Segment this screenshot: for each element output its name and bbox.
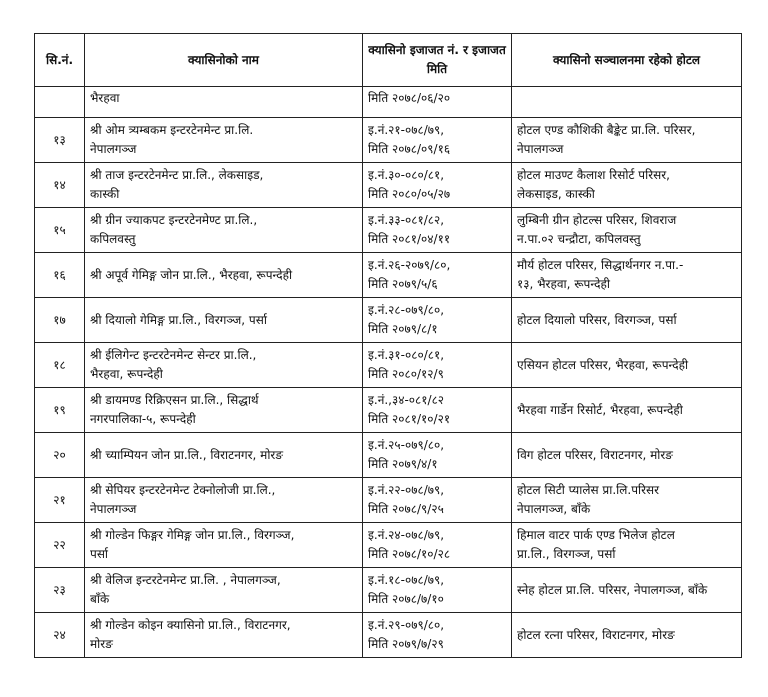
license-text: मिति २०७८/७/१० [368,592,444,606]
license-text: मिति २०७९/८/१ [368,322,438,336]
cell-serial [35,118,85,163]
serial-text: २० [53,447,66,462]
serial-text: १७ [53,312,66,327]
license-text: मिति २०८१/१०/२१ [368,412,451,426]
casino-name-text: श्री डायमण्ड रिक्रिएसन प्रा.लि., सिद्धार्थ [90,393,259,407]
serial-text: १६ [53,267,66,282]
table-row [35,523,742,568]
cell-hotel [512,523,742,568]
cell-serial [35,523,85,568]
cell-casino-name [85,478,363,523]
table-row [35,568,742,613]
cell-hotel [512,388,742,433]
cell-license [363,388,512,433]
table-row [35,118,742,163]
cell-license [363,208,512,253]
hotel-text: विग होटल परिसर, विराटनगर, मोरङ [517,447,673,462]
cell-serial [35,163,85,208]
license-text: मिति २०७९/७/२९ [368,637,444,651]
casino-name-text: नेपालगञ्ज [90,142,137,156]
hotel-text: लेकसाइड, कास्की [517,187,595,201]
cell-hotel [512,163,742,208]
license-text: इ.नं.३१-०८०/८१, [368,348,445,362]
casino-name-text: श्री ग्रीन ज्याकपट इन्टरटेनमेण्ट प्रा.लि., [90,213,258,227]
hotel-text: १३, भैरहवा, रूपन्देही [517,277,610,291]
serial-text: २१ [53,492,66,507]
table-row [35,163,742,208]
serial-text: २३ [53,582,66,597]
cell-hotel [512,478,742,523]
casino-license-table [34,33,742,658]
license-text: इ.नं.,३४-०८१/८२ [368,393,445,407]
cell-hotel [512,118,742,163]
serial-text: १५ [53,222,66,237]
cell-serial [35,568,85,613]
casino-table-container [34,33,742,658]
table-row-continued [35,87,742,118]
license-text: इ.नं.२८-०७९/८०, [368,303,445,317]
hotel-text: होटल माउण्ट कैलाश रिसोर्ट परिसर, [517,168,670,182]
license-text: मिति २०७८/०९/१६ [368,142,451,156]
cell-hotel [512,87,742,118]
license-line: मिति २०७८/०६/२० [368,91,451,105]
license-text: इ.नं.२५-०७९/८०, [368,438,445,452]
license-text: मिति २०८०/१२/९ [368,367,444,381]
cell-hotel [512,613,742,658]
casino-name-text: श्री अपूर्व गेमिङ्ग जोन प्रा.लि., भैरहवा, रूपन्देही [90,267,293,282]
license-text: इ.नं.२९-०७९/८०, [368,618,445,632]
table-header-row [35,34,742,87]
cell-hotel [512,568,742,613]
casino-name-text: पर्सा [90,547,109,561]
cell-casino-name [85,253,363,298]
license-text: मिति २०७८/१०/२८ [368,547,451,561]
casino-name-text: श्री ताज इन्टरटेनमेन्ट प्रा.लि., लेकसाइड, [90,168,264,182]
cell-hotel [512,208,742,253]
cell-casino-name [85,87,363,118]
casino-name-text: श्री ओम त्र्यम्बकम इन्टरटेनमेन्ट प्रा.लि. [90,123,254,137]
cell-casino-name [85,388,363,433]
cell-hotel [512,343,742,388]
serial-text: २२ [53,537,66,552]
hotel-text: न.पा.०२ चन्द्रौटा, कपिलवस्तु [517,232,641,246]
cell-hotel [512,253,742,298]
header-serial-number: सि.नं. [35,34,85,87]
casino-name-text: श्री दियालो गेमिङ्ग प्रा.लि., विरगञ्ज, पर्सा [90,312,267,327]
cell-casino-name [85,343,363,388]
license-text: इ.नं.२४-०७८/७९, [368,528,445,542]
hotel-text: नेपालगञ्ज [517,142,564,156]
table-row [35,478,742,523]
cell-casino-name [85,118,363,163]
hotel-text: होटल एण्ड कौशिकी बैङ्केट प्रा.लि. परिसर, [517,123,696,137]
license-text: इ.नं.३३-०८१/८२, [368,213,445,227]
cell-license [363,87,512,118]
cell-casino-name [85,433,363,478]
hotel-text: नेपालगञ्ज, बाँके [517,502,591,516]
cell-serial [35,613,85,658]
serial-text: १९ [53,402,66,417]
casino-name-text: नेपालगञ्ज [90,502,137,516]
cell-license [363,433,512,478]
license-text: मिति २०७८/९/२५ [368,502,444,516]
cell-casino-name [85,298,363,343]
license-text: मिति २०८०/०५/२७ [368,187,451,201]
hotel-text: प्रा.लि., विरगञ्ज, पर्सा [517,547,616,561]
serial-text: १४ [53,177,66,192]
table-row [35,253,742,298]
table-row [35,613,742,658]
header-hotel: क्यासिनो सञ्चालनमा रहेको होटल [512,34,742,87]
cell-casino-name [85,523,363,568]
license-text: इ.नं.३०-०८०/८१, [368,168,445,182]
cell-casino-name [85,163,363,208]
casino-name-text: श्री वेलिज इन्टरटेनमेन्ट प्रा.लि. , नेपालगञ्ज, [90,573,281,587]
header-casino-name: क्यासिनोको नाम [85,34,363,87]
cell-casino-name [85,208,363,253]
cell-license [363,343,512,388]
license-text: मिति २०७९/४/१ [368,457,438,471]
hotel-text: एसियन होटल परिसर, भैरहवा, रूपन्देही [517,357,689,372]
cell-license [363,118,512,163]
license-text: इ.नं.२२-०७८/७९, [368,483,445,497]
license-text: इ.नं.१८-०७८/७९, [368,573,445,587]
cell-casino-name [85,568,363,613]
table-row [35,433,742,478]
cell-license [363,478,512,523]
table-row [35,298,742,343]
casino-name-text: मोरङ [90,637,113,651]
casino-name-text: भैरहवा, रूपन्देही [90,367,163,381]
casino-name-text: कास्की [90,187,120,201]
table-row [35,343,742,388]
cell-license [363,613,512,658]
cell-license [363,163,512,208]
cell-serial [35,298,85,343]
cell-hotel [512,298,742,343]
casino-name-text: नगरपालिका-५, रूपन्देही [90,412,196,426]
cell-serial [35,478,85,523]
hotel-text: भैरहवा गार्डेन रिसोर्ट, भैरहवा, रूपन्देही [517,402,683,417]
casino-name-line: भैरहवा [90,91,120,105]
license-text: मिति २०७९/५/६ [368,277,438,291]
casino-name-text: श्री ईलिगेन्ट इन्टरटेनमेन्ट सेन्टर प्रा.लि., [90,348,257,362]
hotel-text: होटल दियालो परिसर, विरगञ्ज, पर्सा [517,312,677,327]
table-row [35,388,742,433]
casino-name-text: श्री च्याम्पियन जोन प्रा.लि., विराटनगर, मोरङ [90,447,283,462]
cell-serial [35,343,85,388]
cell-license [363,298,512,343]
casino-name-text: बाँके [90,592,110,606]
cell-hotel [512,433,742,478]
cell-casino-name [85,613,363,658]
casino-name-text: श्री गोल्डेन फिङ्गर गेमिङ्ग जोन प्रा.लि., विरगञ्ज, [90,528,295,542]
casino-name-text: कपिलवस्तु [90,232,136,246]
cell-serial [35,433,85,478]
hotel-text: होटल रत्ना परिसर, विराटनगर, मोरङ [517,627,675,642]
hotel-text: लुम्बिनी ग्रीन होटल्स परिसर, शिवराज [517,213,677,227]
serial-text: १३ [53,132,66,147]
cell-serial [35,253,85,298]
hotel-text: हिमाल वाटर पार्क एण्ड भिलेज होटल [517,528,675,542]
license-text: इ.नं.२१-०७८/७९, [368,123,445,137]
cell-serial [35,87,85,118]
header-license: क्यासिनो इजाजत नं. र इजाजत मिति [363,34,512,87]
serial-text: २४ [53,627,66,642]
serial-text: १८ [53,357,66,372]
hotel-text: स्नेह होटल प्रा.लि. परिसर, नेपालगञ्ज, बाँके [517,582,708,597]
license-text: इ.नं.२६-२०७९/८०, [368,258,451,272]
casino-name-text: श्री सेपियर इन्टरटेनमेन्ट टेक्नोलोजी प्रा.लि., [90,483,276,497]
hotel-text: होटल सिटी प्यालेस प्रा.लि.परिसर [517,483,660,497]
cell-license [363,568,512,613]
cell-license [363,253,512,298]
cell-serial [35,388,85,433]
cell-license [363,523,512,568]
cell-serial [35,208,85,253]
license-text: मिति २०८१/०४/११ [368,232,451,246]
table-row [35,208,742,253]
hotel-text: मौर्य होटल परिसर, सिद्धार्थनगर न.पा.- [517,258,684,272]
casino-name-text: श्री गोल्डेन कोइन क्यासिनो प्रा.लि., विराटनगर, [90,618,291,632]
